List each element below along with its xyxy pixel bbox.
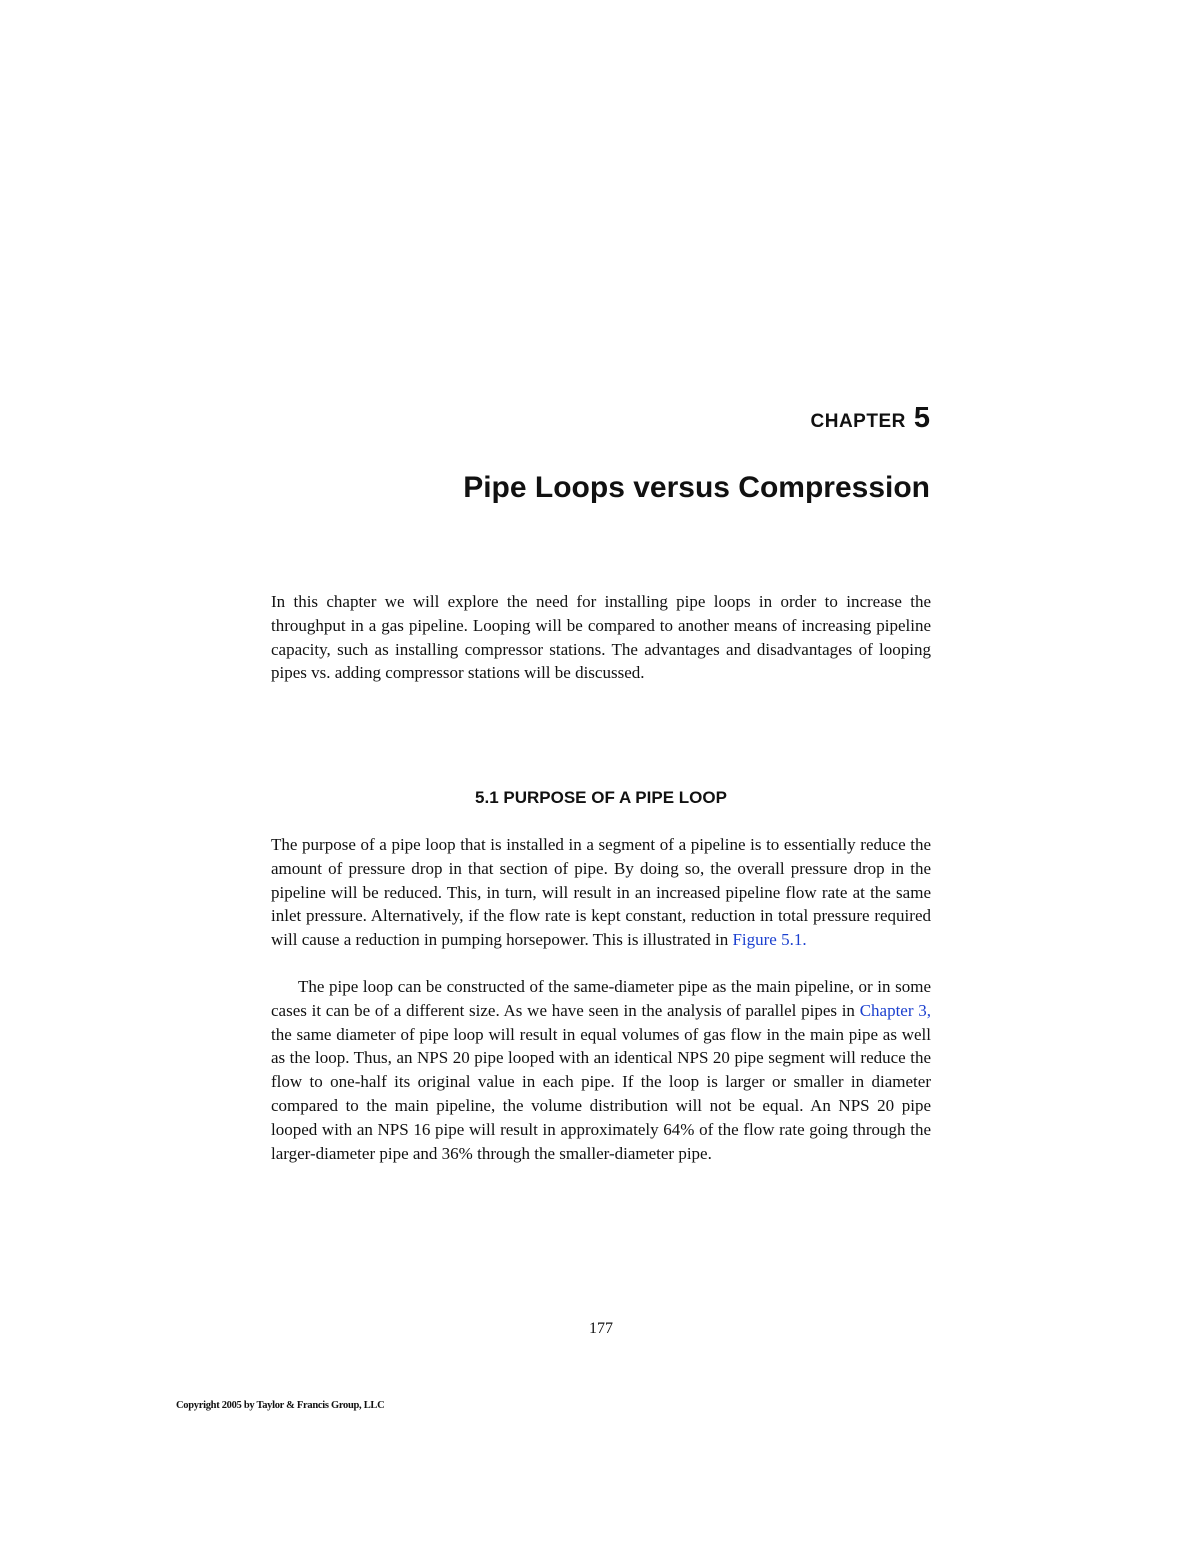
paragraph-2-text-end: the same diameter of pipe loop will result in equal volumes of gas flow in the main pipe as well as the loop. Thus, an NPS 20 pipe looped with an identical NPS 20 pipe segment will reduce the flow to one-half its original value in each pipe. If the loop is larger or smaller in diameter compared to the main pipeline, the volume distribution will not be equal. An NPS 20 pipe looped with an NPS 16 pipe will result in approximately 64% of the flow rate going through the larger-diameter pipe and 36% through the smaller-diameter pipe. — [271, 1024, 931, 1163]
chapter-3-link[interactable]: Chapter 3, — [859, 1000, 931, 1020]
figure-5-1-link[interactable]: Figure 5.1. — [732, 930, 807, 950]
page-number: 177 — [589, 1320, 613, 1337]
intro-paragraph: In this chapter we will explore the need for installing pipe loops in order to increase the throughput in a gas pipeline. Looping will be compared to another means of increasing pipeline capacity, such as installing compressor stations. The advantages and disadvantages of looping pipes vs. adding compressor stations will be discussed. — [271, 592, 931, 683]
chapter-label — [600, 400, 930, 441]
chapter-word: CHAPTER — [810, 411, 906, 432]
chapter-number: 5 — [913, 402, 930, 434]
section-paragraph-1 — [271, 833, 931, 952]
chapter-title: Pipe Loops versus Compression — [463, 471, 930, 504]
paragraph-2-text-start: The pipe loop can be constructed of the same-diameter pipe as the main pipeline, or in some cases it can be of a different size. As we have seen in the analysis of parallel pipes in — [271, 977, 931, 1020]
paragraph-1-text: The purpose of a pipe loop that is installed in a segment of a pipeline is to essentially reduce the amount of pressure drop in that section of pipe. By doing so, the overall pressure drop in the pipeline will be reduced. This, in turn, will result in an increased pipeline flow rate at the same inlet pressure. Alternatively, if the flow rate is kept constant, reduction in total pressure required will cause a reduction in pumping horsepower. This is illustrated in — [271, 835, 931, 950]
copyright-notice: Copyright 2005 by Taylor & Francis Group, LLC — [176, 1400, 385, 1411]
section-paragraph-2 — [271, 975, 931, 1165]
section-heading: 5.1 PURPOSE OF A PIPE LOOP — [475, 788, 727, 807]
